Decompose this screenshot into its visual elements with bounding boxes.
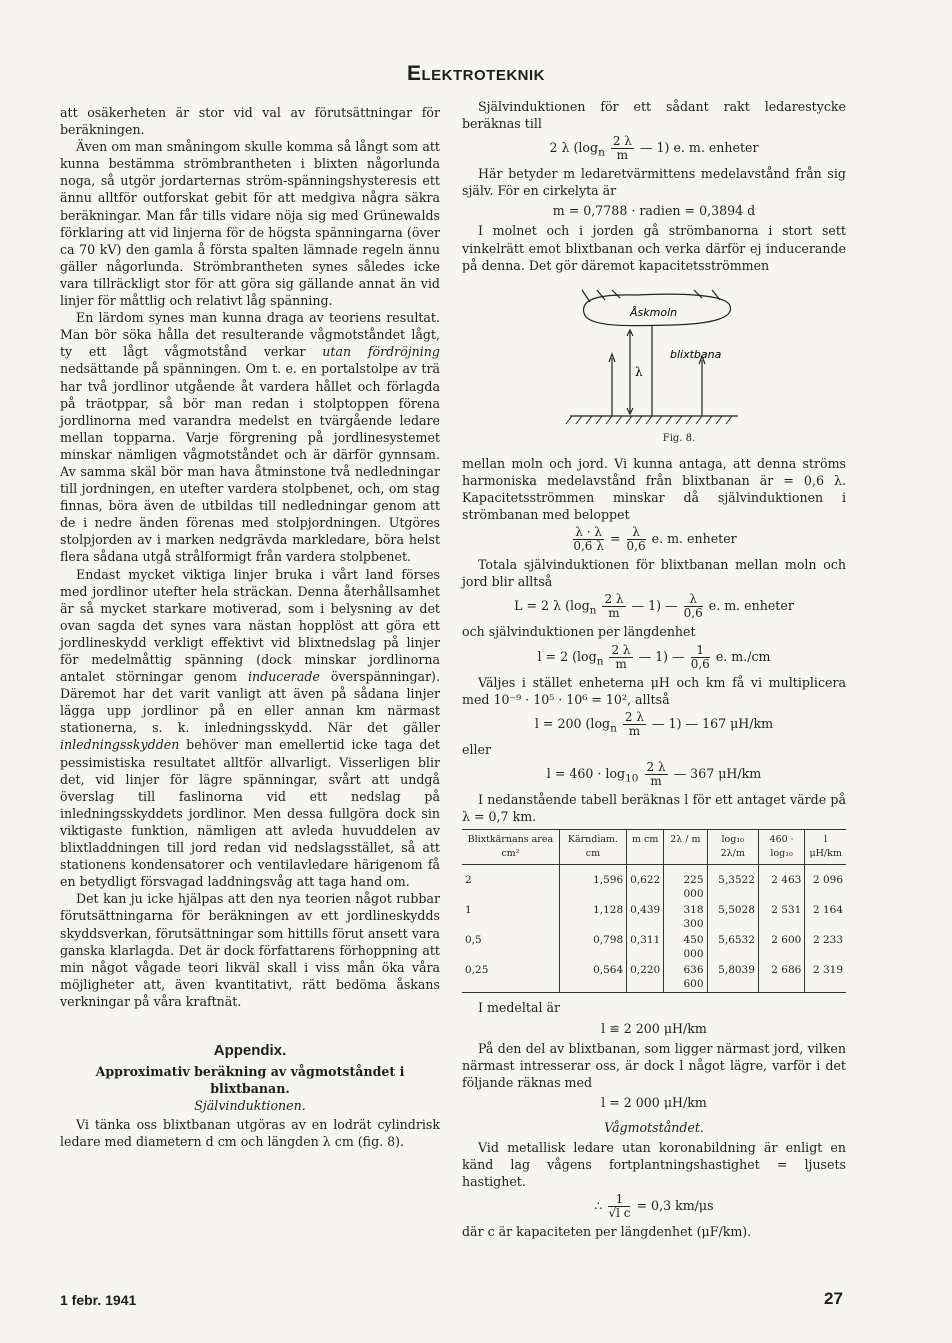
table-cell: 2 463 <box>758 872 804 902</box>
paragraph: En lärdom synes man kunna draga av teoriens resultat. Man bör söka hålla det resulterande vågmotståndet lågt, ty ett lågt vågmotstånd verkar utan fördröjning nedsättande på spänningen. Om t. e. en portalstolpe av trä har två jordlinor utgående åt vardera hållet och förlagda på träotppar, så bör man redan i stolptoppen förena jordlinorna med varandra medelst en tvärgående ledare mellan topparna. Varje förgrening på jordlinesystemet minskar nämligen vågmotståndet och är därför gynnsam. Av samma skäl bör man hava åtminstone två nedledningar till jordningen, en utefter vardera stolpbenet, och, om stag finnas, böra även de utbildas till nedledningar genom att de i nedre änden förenas med stolpjordningen. Utgöres stolpjorden av i marken nedgrävda markledare, böra helst flera sådana utgå strålformigt från vardera stolpbenet. <box>60 310 440 565</box>
paragraph: Vi tänka oss blixtbanan utgöras av en lodrät cylindrisk ledare med diametern d cm och längden λ cm (fig. 8). <box>60 1117 440 1150</box>
paragraph: Endast mycket viktiga linjer bruka i vårt land förses med jordlinor utefter hela sträckan. Denna återhållsamhet är så mycket starkare motiverad, som i belysning av det ovan sagda det synes vara nästan hopplöst att göra ett jordlineskydd verkligt effektivt vid blixtnedslag på linjer för medelmåttig spänning (dock minskar jordlinorna antalet störningar genom inducerade överspänningar). Däremot har det varit vanligt att även på sådana linjer lägga upp jordlinor på en eller annan km närmast stationerna, s. k. inledningsskydd. När det gäller inledningsskydden behöver man emellertid icke taga det pessimistiska resultatet alltför allvarligt. Visserligen blir det, vid linjer för lägre spänningar, svårt att undgå överslag till faslinorna vid ett nedslag på inledningsskyddets jordlinor. Men dessa fullgöra dock sin viktigaste funktion, nämligen att avleda huvuddelen av blixtladdningen till jord redan vid nedslagsstället, så att stationens kondensatorer och ventilavledare härigenom få en betydligt försvagad laddningsvåg att taga hand om. <box>60 566 440 890</box>
table-header-row <box>462 829 846 864</box>
lambda-label: λ <box>635 364 643 379</box>
table-row <box>462 932 846 962</box>
table-cell: 0,25 <box>465 964 489 977</box>
table-header-cell: log₁₀ 2λ/m <box>707 829 758 864</box>
table-cell: 0,798 <box>559 932 626 962</box>
appendix-subtitle: Approximativ beräkning av vågmotståndet i blixtbanan. <box>95 1064 405 1097</box>
equation-2: m = 0,7788 · radien = 0,3894 d <box>552 203 756 219</box>
equation-6: l = 200 ($\log_n$ $\frac{2 \lambda}{m}$ — 1) — 167 μH/km <box>534 709 774 738</box>
table-cell: 0,439 <box>627 902 664 932</box>
section-heading: Vågmotståndet. <box>604 1120 704 1136</box>
paragraph: Även om man småningom skulle komma så långt som att kunna bestämma strömbrantheten i blixten någorlunda noga, så utgör jordarternas ström-spänningshysteresis ett ännu alltför outforskat gebit för att medgiva några säkra beräkningar. Man får tills vidare nöja sig med Grünewalds förklaring att vid linjerna för de högsta spänningarna (över ca 70 kV) den gamla å första spalten lämnade regeln ännu gäller någorlunda. Strömbrantheten synes således icke vara tillräckligt stor för att göra sig gällande annat än vid linjer för måttlig och relativt låg spänning. <box>60 139 440 309</box>
table-cell: 0,220 <box>627 962 664 993</box>
paragraph: I molnet och i jorden gå strömbanorna i stort sett vinkelrätt emot blixtbanan och verka därför ej inducerande på denna. Det gör däremot kapacitetsströmmen <box>462 223 846 273</box>
paragraph: och självinduktionen per längdenhet <box>462 624 696 640</box>
table-header-cell: l μH/km <box>805 829 846 864</box>
table-cell: 2 531 <box>758 902 804 932</box>
paragraph: Vid metallisk ledare utan koronabildning är enligt en känd lag vågens fortplantningshastighet = ljusets hastighet. <box>462 1140 846 1190</box>
table-cell: 1,596 <box>559 872 626 902</box>
table-cell: 1 <box>465 904 472 917</box>
table-cell: 2 164 <box>805 902 846 932</box>
table-header-cell: Blixtkärnans area cm² <box>462 829 559 864</box>
paragraph: Här betyder m ledaretvärmittens medelavstånd från sig själv. För en cirkelyta är <box>462 166 846 199</box>
table-cell: 636 600 <box>664 962 707 993</box>
equation-1: 2 λ ($\log_n$ $\frac{2 \lambda}{m}$ — 1) e. m. enheter <box>549 134 759 163</box>
table-cell: 2 686 <box>758 962 804 993</box>
paragraph: Självinduktionen för ett sådant rakt ledarestycke beräknas till <box>462 99 846 132</box>
paragraph: mellan moln och jord. Vi kunna antaga, att denna ströms harmoniska medelavstånd från blixtbanan är = 0,6 λ. Kapacitetsströmmen minskar då självinduktionen i strömbanan med beloppet <box>462 455 846 523</box>
emphasis: inledningsskydden <box>60 737 180 753</box>
table-row <box>462 962 846 993</box>
equation-10: ∴ $\frac{1}{\text{√l c}}$ = 0,3 km/μs <box>594 1192 714 1221</box>
table-cell: 5,6532 <box>707 932 758 962</box>
bolt-label: blixtbana <box>670 347 722 361</box>
paragraph: I nedanstående tabell beräknas l för ett antaget värde på λ = 0,7 km. <box>462 791 846 824</box>
table-cell: 2 233 <box>805 932 846 962</box>
figure-caption: Fig. 8. <box>662 432 696 444</box>
table-cell: 225 000 <box>664 872 707 902</box>
table-row <box>462 872 846 902</box>
table-row <box>462 864 846 872</box>
equation-5: l = 2 ($\log_n$ $\frac{2 \lambda}{m}$ — 1) — $\frac{1}{0,6}$ e. m./cm <box>537 642 771 671</box>
results-table <box>462 829 846 994</box>
table-cell: 5,5028 <box>707 902 758 932</box>
emphasis: inducerade <box>247 669 320 685</box>
table-cell: 0,5 <box>465 934 482 947</box>
table-cell: 318 300 <box>664 902 707 932</box>
equation-8: l ≌ 2 200 μH/km <box>601 1020 707 1036</box>
cloud-label: Åskmoln <box>630 305 678 319</box>
page-number: 27 <box>824 1289 843 1308</box>
appendix-subtitle-2: Självinduktionen. <box>194 1098 306 1114</box>
left-column <box>60 104 440 1151</box>
table-header-cell: 460 · log₁₀ <box>758 829 804 864</box>
table-header-cell: Kärndiam. cm <box>559 829 626 864</box>
appendix-title: Appendix. <box>213 1041 287 1059</box>
table-header-cell: 2λ / m <box>664 829 707 864</box>
footer-date: 1 febr. 1941 <box>60 1292 137 1308</box>
equation-7: $l = 460 \cdot \log_{10}$ $\frac{2 \lambda}{m}$ — 367 μH/km <box>546 759 762 788</box>
paragraph: Det kan ju icke hjälpas att den nya teorien något rubbar förutsättningarna för beräkningen av ett jordlineskydds skyddsverkan, förutsättningar som hittills förut ansett vara ganska klarlagda. Det är dock författarens förhoppning att min något vågade teori likväl skall i viss mån öka våra möjligheter att, även kvantitativt, rätt bedöma åskans verkningar på våra kraftnät. <box>60 891 440 1009</box>
equation-4: L = 2 λ ($\log_n$ $\frac{2 \lambda}{m}$ — 1) — $\frac{\lambda}{0,6}$ e. m. enheter <box>514 592 794 621</box>
table-cell: 450 000 <box>664 932 707 962</box>
paragraph: Väljes i stället enheterna μH och km få vi multiplicera med 10⁻⁹ · 10⁵ · 10⁶ = 10², alltså <box>462 674 846 707</box>
table-cell: 2 319 <box>805 962 846 993</box>
emphasis: utan fördröjning <box>322 344 440 360</box>
table-cell: 5,8039 <box>707 962 758 993</box>
paragraph: eller <box>462 741 491 757</box>
figure-8 <box>462 288 846 438</box>
table-cell: 0,311 <box>627 932 664 962</box>
table-header-cell: m cm <box>627 829 664 864</box>
table-cell: 0,564 <box>559 962 626 993</box>
table-cell: 2 096 <box>805 872 846 902</box>
table-cell: 1,128 <box>559 902 626 932</box>
table-cell: 0,622 <box>627 872 664 902</box>
paragraph: Totala självinduktionen för blixtbanan mellan moln och jord blir alltså <box>462 557 846 590</box>
table-cell: 2 600 <box>758 932 804 962</box>
lightning-diagram <box>462 288 846 438</box>
paragraph: där c är kapaciteten per längdenhet (μF/km). <box>462 1224 752 1240</box>
paragraph: att osäkerheten är stor vid val av förutsättningar för beräkningen. <box>60 105 440 138</box>
table-row <box>462 902 846 932</box>
table-cell: 2 <box>465 874 472 887</box>
journal-header: Elektroteknik <box>406 62 545 85</box>
paragraph: I medeltal är <box>478 1000 561 1016</box>
equation-3: $\frac{\lambda \cdot \lambda}{0,6 \lambda}$ = $\frac{\lambda}{0,6}$ e. m. enheter <box>573 525 737 554</box>
table-cell: 5,3522 <box>707 872 758 902</box>
equation-9: l = 2 000 μH/km <box>601 1094 707 1110</box>
paragraph: På den del av blixtbanan, som ligger närmast jord, vilken närmast intresserar oss, är dock l något lägre, varför i det följande räknas med <box>462 1040 846 1090</box>
right-column <box>462 98 846 1241</box>
